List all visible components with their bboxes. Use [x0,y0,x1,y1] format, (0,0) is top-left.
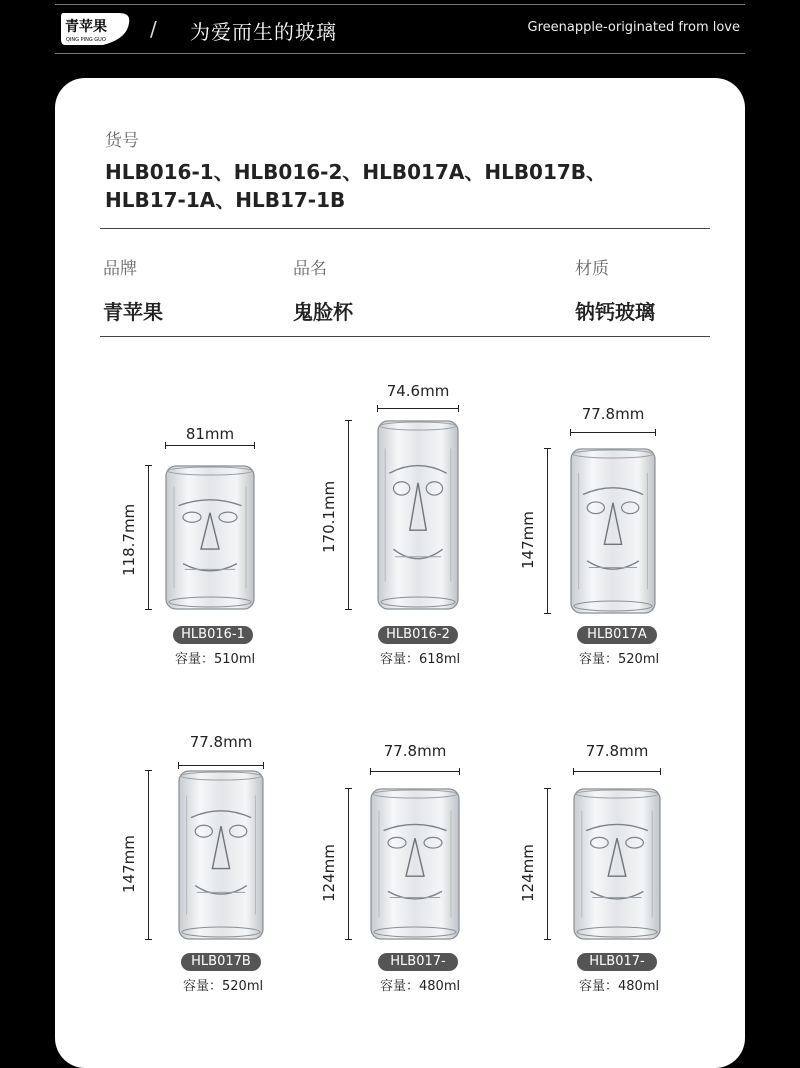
width-dimension-line [377,408,459,409]
tiki-glass-image [573,788,661,944]
height-dimension-label: 147mm [519,511,537,569]
capacity-value: 480ml [419,979,461,994]
capacity-value: 510ml [214,652,256,667]
height-dimension-line [348,420,349,610]
height-dimension-line [348,788,349,940]
tiki-glass-image [370,788,460,944]
capacity-text [175,648,255,667]
capacity-value: 480ml [618,979,660,994]
width-dimension-label: 77.8mm [383,742,447,760]
width-dimension-label: 74.6mm [386,382,450,400]
model-list [105,158,665,214]
divider-2 [100,336,710,337]
capacity-text [183,975,263,994]
tagline-chinese: 为爱而生的玻璃 [190,20,337,44]
tiki-glass-image [178,770,264,944]
svg-text:QING PING GUO: QING PING GUO [66,37,106,43]
divider-1 [100,228,710,229]
capacity-label: 容量： [579,652,619,667]
tiki-glass-image [165,465,255,614]
width-dimension-line [165,445,255,446]
header-slash: / [150,17,157,41]
brand-value: 青苹果 [103,300,163,324]
height-dimension-line [148,770,149,940]
product-code-badge: HLB016-2 [378,626,458,644]
product-code-badge: HLB017A [577,626,657,644]
capacity-label: 容量： [380,979,420,994]
capacity-label: 容量： [380,652,420,667]
width-dimension-line [178,765,264,766]
brand-logo [57,9,133,47]
model-line-1: HLB016-1、HLB016-2、HLB017A、HLB017B、 [105,160,607,184]
svg-text:青苹果: 青苹果 [65,19,107,35]
model-label: 货号 [105,131,139,151]
capacity-label: 容量： [175,652,215,667]
width-dimension-label: 77.8mm [585,742,649,760]
width-dimension-label: 81mm [185,425,235,443]
product-code-badge: HLB016-1 [173,626,253,644]
material-value: 钠钙玻璃 [575,300,655,324]
height-dimension-label: 147mm [120,835,138,893]
height-dimension-label: 170.1mm [320,480,338,553]
tiki-glass-image [377,420,459,614]
capacity-text [380,975,460,994]
height-dimension-label: 124mm [320,844,338,902]
model-line-2: HLB17-1A、HLB17-1B [105,188,346,212]
width-dimension-label: 77.8mm [581,405,645,423]
top-divider [55,4,745,5]
capacity-text [579,975,659,994]
capacity-value: 618ml [419,652,461,667]
product-code-badge: HLB017-1B [577,953,657,971]
brand-label: 品牌 [103,259,137,279]
capacity-value: 520ml [618,652,660,667]
height-dimension-label: 124mm [519,844,537,902]
header-divider [55,53,745,54]
top-bar [0,0,800,58]
product-code-badge: HLB017-1A [378,953,458,971]
width-dimension-line [570,432,656,433]
height-dimension-label: 118.7mm [120,503,138,576]
capacity-value: 520ml [222,979,264,994]
tiki-glass-image [570,448,656,618]
tagline-english: Greenapple-originated from love [527,20,740,35]
product-name-value: 鬼脸杯 [293,300,353,324]
material-label: 材质 [575,259,609,279]
width-dimension-line [370,771,460,772]
height-dimension-line [148,465,149,610]
capacity-text [380,648,460,667]
width-dimension-line [573,771,661,772]
height-dimension-line [547,788,548,940]
product-code-badge: HLB017B [181,953,261,971]
height-dimension-line [547,448,548,614]
capacity-label: 容量： [579,979,619,994]
width-dimension-label: 77.8mm [189,733,253,751]
capacity-text [579,648,659,667]
capacity-label: 容量： [183,979,223,994]
product-name-label: 品名 [293,259,327,279]
